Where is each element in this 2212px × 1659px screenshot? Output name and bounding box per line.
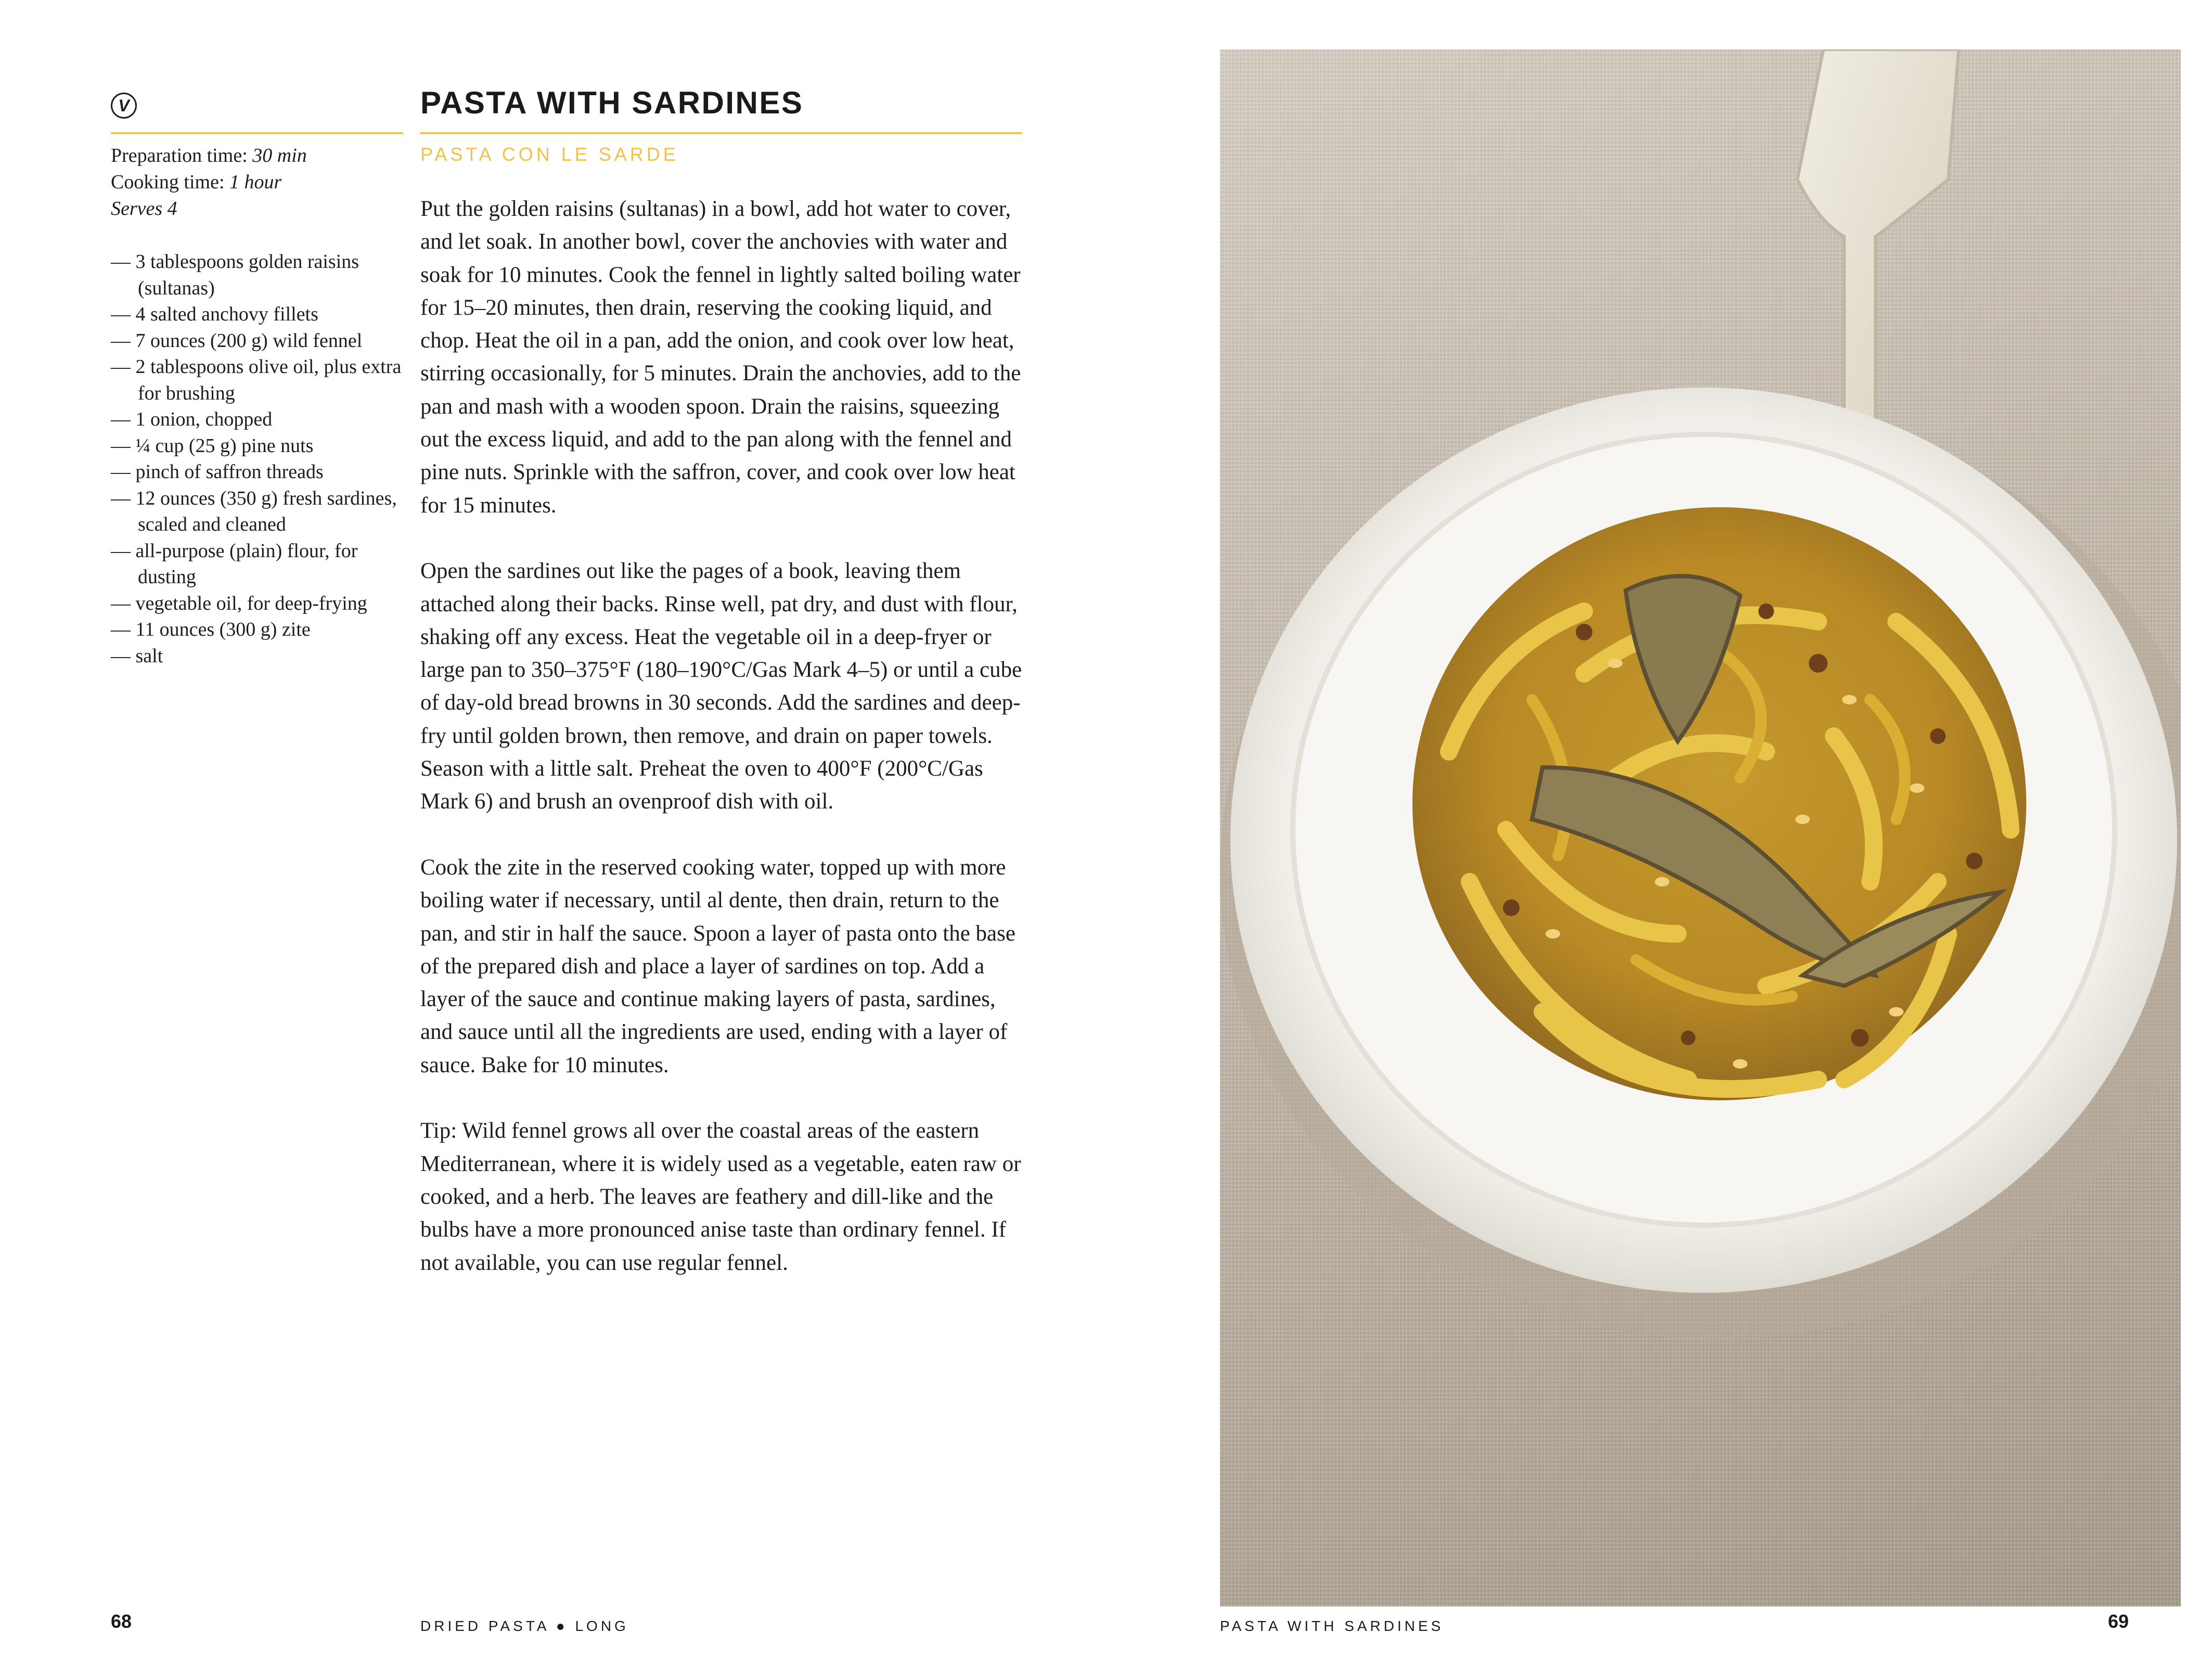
recipe-photo: [1220, 49, 2181, 1606]
ingredient-list: [111, 249, 402, 669]
vegetarian-icon-glyph: V: [118, 96, 130, 115]
sidebar-rule: [111, 132, 403, 134]
ingredient-item: — vegetable oil, for deep-frying: [111, 592, 367, 614]
prep-time-value: 30 min: [252, 145, 307, 166]
cook-time: [111, 169, 307, 196]
page-number-right: 69: [2107, 1611, 2129, 1632]
title-rule: [420, 132, 1022, 134]
recipe-meta: [111, 143, 307, 222]
photo-illustration: [1220, 49, 2181, 1606]
ingredient-item: — 3 tablespoons golden raisins (sultanas): [111, 251, 359, 299]
recipe-italian-title: PASTA CON LE SARDE: [420, 144, 679, 165]
ingredient-item: — 12 ounces (350 g) fresh sardines, scaled and cleaned: [111, 487, 397, 535]
method-paragraph: Put the golden raisins (sultanas) in a bowl, add hot water to cover, and let soak. In another bowl, cover the anchovies with water and soak for 10 minutes. Cook the fennel in lightly salted boiling water for 15–20 minutes, then drain, reserving the cooking liquid, and chop. Heat the oil in a pan, add the onion, and cook over low heat, stirring occasionally, for 5 minutes. Drain the anchovies, add to the pan and mash with a wooden spoon. Drain the raisins, squeezing out the excess liquid, and add to the pan along with the fennel and pine nuts. Sprinkle with the saffron, cover, and cook over low heat for 15 minutes.: [420, 197, 1021, 518]
recipe-title: PASTA WITH SARDINES: [420, 85, 804, 120]
ingredient-item: — 4 salted anchovy fillets: [111, 303, 318, 325]
cook-time-value: 1 hour: [229, 171, 282, 193]
ingredient-item: — 7 ounces (200 g) wild fennel: [111, 329, 363, 352]
ingredient-item: — ¼ cup (25 g) pine nuts: [111, 434, 314, 457]
serves: Serves 4: [111, 198, 177, 220]
ingredient-item: — pinch of saffron threads: [111, 461, 324, 483]
tip-paragraph: Tip: Wild fennel grows all over the coastal areas of the eastern Mediterranean, where it is widely used as a vegetable, eaten raw or cooked, and a herb. The leaves are feathery and dill-like and the bulbs have a more pronounced anise taste than ordinary fennel. If not available, you can use regular fennel.: [420, 1118, 1021, 1275]
prep-time: [111, 143, 307, 169]
prep-time-label: Preparation time:: [111, 145, 253, 166]
vegetarian-icon: [111, 93, 137, 119]
ingredient-item: — 11 ounces (300 g) zite: [111, 619, 311, 640]
cook-time-label: Cooking time:: [111, 171, 229, 193]
ingredient-item: — all-purpose (plain) flour, for dusting: [111, 539, 358, 588]
ingredient-item: — salt: [111, 645, 163, 667]
ingredient-item: — 2 tablespoons olive oil, plus extra for brushing: [111, 356, 402, 404]
method-paragraph: Cook the zite in the reserved cooking water, topped up with more boiling water if necessary, until al dente, then drain, return to the pan, and stir in half the sauce. Spoon a layer of pasta onto the base of the prepared dish and place a layer of sardines on top. Add a layer of the sauce and continue making layers of pasta, sardines, and sauce until all the ingredients are used, ending with a layer of sauce. Bake for 10 minutes.: [420, 855, 1015, 1077]
running-head-left: DRIED PASTA ● LONG: [420, 1618, 629, 1634]
ingredient-item: — 1 onion, chopped: [111, 408, 273, 430]
method-text: [420, 192, 1024, 1312]
pasta-with-sardines: [1412, 507, 2026, 1100]
method-paragraph: Open the sardines out like the pages of a book, leaving them attached along their backs. Rinse well, pat dry, and dust with flour, shaking off any excess. Heat the vegetable oil in a deep-fryer or large pan to 350–375°F (180–190°C/Gas Mark 4–5) or until a cube of day-old bread browns in 30 seconds. Add the sardines and deep-fry until golden brown, then remove, and drain on paper towels. Season with a little salt. Preheat the oven to 400°F (200°C/Gas Mark 6) and brush an ovenproof dish with oil.: [420, 559, 1022, 814]
page-number-left: 68: [111, 1611, 132, 1632]
running-head-right: PASTA WITH SARDINES: [1220, 1618, 1444, 1634]
